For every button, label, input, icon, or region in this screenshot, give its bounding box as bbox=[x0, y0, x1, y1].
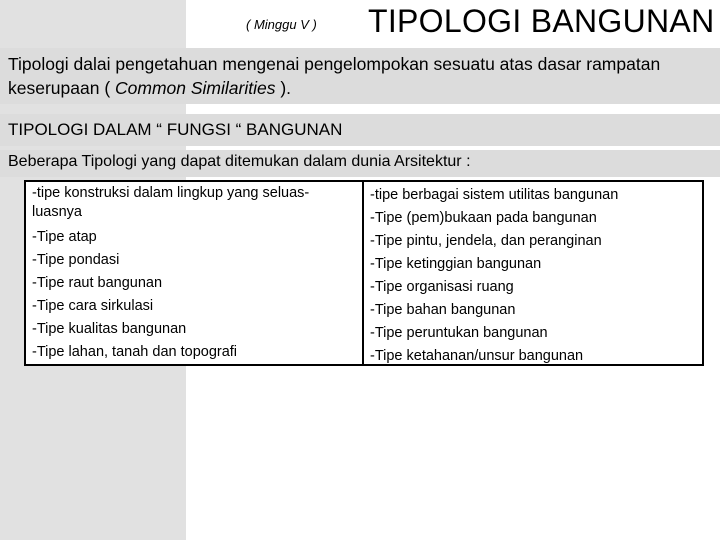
list-item: -tipe berbagai sistem utilitas bangunan bbox=[370, 187, 619, 203]
week-label: ( Minggu V ) bbox=[246, 17, 317, 32]
list-item: -Tipe kualitas bangunan bbox=[32, 321, 187, 337]
list-item: -Tipe organisasi ruang bbox=[370, 279, 514, 295]
definition-body: dalai pengetahuan mengenai pengelompokan sesuatu atas dasar rampatan keserupaan ( bbox=[8, 54, 661, 98]
list-item: -Tipe peruntukan bangunan bbox=[370, 325, 548, 341]
list-item: -Tipe ketahanan/unsur bangunan bbox=[370, 348, 584, 364]
typology-list-table bbox=[24, 180, 704, 366]
definition-end: ). bbox=[275, 78, 292, 98]
list-item: -Tipe bahan bangunan bbox=[370, 302, 516, 318]
list-item: -Tipe atap bbox=[32, 229, 97, 245]
definition-paragraph bbox=[8, 52, 708, 100]
column-divider bbox=[362, 182, 364, 364]
typology-column-left bbox=[32, 184, 354, 364]
list-item: -Tipe raut bangunan bbox=[32, 275, 163, 291]
list-item: -Tipe ketinggian bangunan bbox=[370, 256, 542, 272]
list-item: -Tipe pintu, jendela, dan peranginan bbox=[370, 233, 602, 249]
section-title: TIPOLOGI DALAM “ FUNGSI “ BANGUNAN bbox=[8, 120, 343, 139]
list-item: -Tipe pondasi bbox=[32, 252, 120, 268]
list-item: -Tipe cara sirkulasi bbox=[32, 298, 154, 314]
slide-title: TIPOLOGI BANGUNAN bbox=[368, 3, 715, 39]
slide-header bbox=[0, 0, 720, 46]
section-intro: Beberapa Tipologi yang dapat ditemukan dalam dunia Arsitektur : bbox=[8, 153, 471, 170]
definition-term: Tipologi bbox=[8, 54, 69, 74]
list-item: -tipe konstruksi dalam lingkup yang seluas-luasnya bbox=[32, 185, 310, 220]
definition-emphasis: Common Similarities bbox=[115, 78, 276, 98]
list-item: -Tipe (pem)bukaan pada bangunan bbox=[370, 210, 597, 226]
list-item: -Tipe lahan, tanah dan topografi bbox=[32, 344, 238, 360]
typology-column-right bbox=[370, 184, 690, 368]
